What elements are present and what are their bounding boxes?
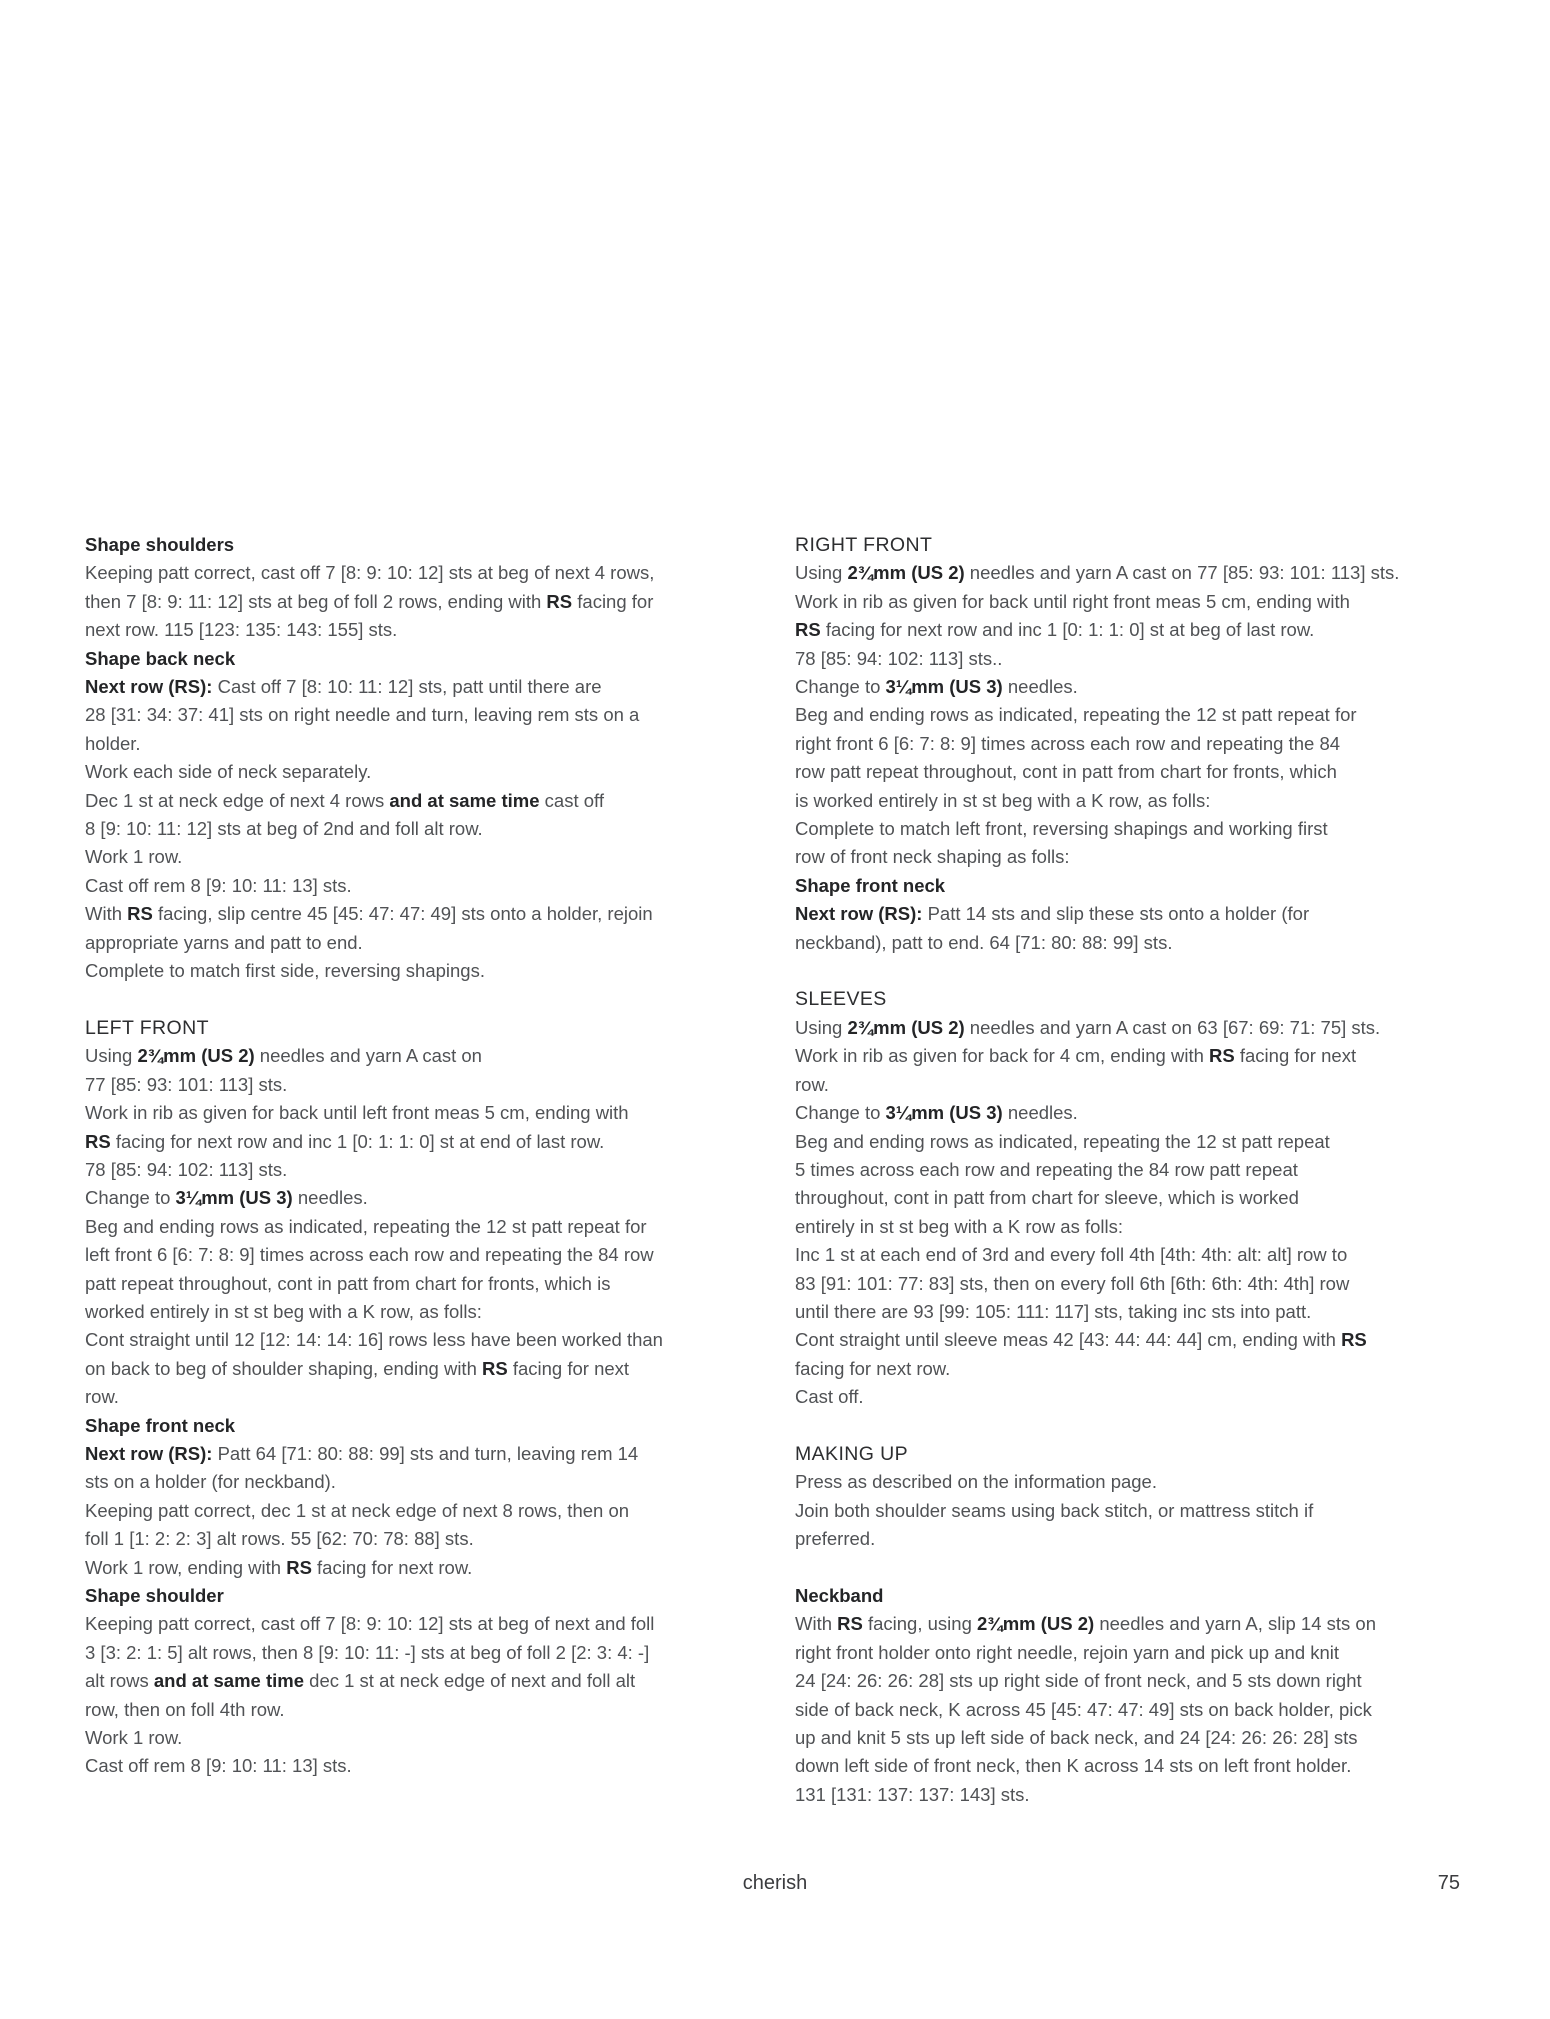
bold-text: Next row (RS): xyxy=(85,676,213,698)
pattern-paragraph: Complete to match first side, reversing shapings. xyxy=(85,960,485,982)
pattern-paragraph: Cont straight until 12 [12: 14: 14: 16] rows less have been worked than on back to beg of shoulder shaping, ending with RS facing for next row. xyxy=(85,1329,663,1408)
footer-title: cherish xyxy=(742,1872,808,1894)
bold-text: 2¾mm (US 2) xyxy=(847,1016,965,1038)
left-column xyxy=(85,531,743,1781)
pattern-paragraph: Cast off rem 8 [9: 10: 11: 13] sts. xyxy=(85,874,352,896)
subsection-heading: Shape shoulders xyxy=(85,534,235,555)
section-heading: MAKING UP xyxy=(795,1442,909,1465)
pattern-paragraph: With RS facing, slip centre 45 [45: 47: 47: 49] sts onto a holder, rejoin appropriate yarns and patt to end. xyxy=(85,903,653,953)
pattern-paragraph: Change to 3¼mm (US 3) needles. xyxy=(795,676,1078,698)
footer-page-number: 75 xyxy=(1437,1872,1460,1894)
pattern-paragraph: Cast off. xyxy=(795,1386,864,1408)
text-columns xyxy=(85,531,1467,1809)
bold-text: and at same time xyxy=(389,789,540,811)
section-gap xyxy=(795,1412,1467,1440)
bold-text: RS xyxy=(546,590,573,612)
bold-text: RS xyxy=(85,1130,111,1152)
bold-text: 2¾mm (US 2) xyxy=(847,562,965,584)
pattern-paragraph: Complete to match left front, reversing shapings and working first row of front neck shaping as folls: xyxy=(795,818,1328,868)
pattern-paragraph: Next row (RS): Patt 64 [71: 80: 88: 99] sts and turn, leaving rem 14 sts on a holder (for neckband). xyxy=(85,1442,639,1493)
pattern-paragraph: Beg and ending rows as indicated, repeating the 12 st patt repeat for left front 6 [6: 7: 8: 9] times across each row and repeating the 84 row patt repeat throughout, cont in patt from chart for fronts, which is worked entirely in st st beg with a K row, as folls: xyxy=(85,1215,654,1322)
pattern-paragraph: Change to 3¼mm (US 3) needles. xyxy=(795,1102,1078,1124)
pattern-paragraph: Work 1 row, ending with RS facing for next row. xyxy=(85,1556,473,1578)
section-gap xyxy=(85,986,743,1014)
pattern-paragraph: Using 2¾mm (US 2) needles and yarn A cast on 77 [85: 93: 101: 113] sts. Work in rib as given for back until right front meas 5 cm, ending with RS facing for next row and inc 1 [0: 1: 1: 0] st at beg of last row. 78 [85: 94: 102: 113] sts.. xyxy=(795,562,1400,669)
bold-text: RS xyxy=(286,1556,312,1578)
pattern-paragraph: Using 2¾mm (US 2) needles and yarn A cast on 63 [67: 69: 71: 75] sts. Work in rib as given for back for 4 cm, ending with RS facing for next row. xyxy=(795,1016,1381,1095)
bold-text: 3¼mm (US 3) xyxy=(885,1102,1003,1124)
pattern-paragraph: Work 1 row. xyxy=(85,1727,183,1749)
pattern-paragraph: Join both shoulder seams using back stitch, or mattress stitch if preferred. xyxy=(795,1499,1314,1550)
pattern-paragraph: Keeping patt correct, dec 1 st at neck edge of next 8 rows, then on foll 1 [1: 2: 2: 3] alt rows. 55 [62: 70: 78: 88] sts. xyxy=(85,1499,630,1550)
bold-text: and at same time xyxy=(153,1670,305,1692)
subsection-heading: Shape shoulder xyxy=(85,1585,224,1607)
bold-text: 3¼mm (US 3) xyxy=(885,676,1003,698)
pattern-paragraph: Inc 1 st at each end of 3rd and every foll 4th [4th: 4th: alt: alt] row to 83 [91: 101: 77: 83] sts, then on every foll 6th [6th: 6th: 4th: 4th] row until there are 93 [99: 105: 111: 117] sts, taking inc sts into patt. xyxy=(795,1244,1350,1322)
pattern-paragraph: Dec 1 st at neck edge of next 4 rows and at same time cast off 8 [9: 10: 11: 12] sts at beg of 2nd and foll alt row. xyxy=(85,789,604,840)
pattern-paragraph: Next row (RS): Cast off 7 [8: 10: 11: 12] sts, patt until there are 28 [31: 34: 37: 41] sts on right needle and turn, leaving rem sts on a holder. xyxy=(85,676,640,754)
pattern-paragraph: Change to 3¼mm (US 3) needles. xyxy=(85,1187,368,1209)
section-gap xyxy=(795,1554,1467,1582)
subsection-heading: Shape back neck xyxy=(85,647,236,669)
pattern-paragraph: Work 1 row. xyxy=(85,846,183,868)
pattern-paragraph: Press as described on the information page. xyxy=(795,1471,1157,1493)
pattern-paragraph: Beg and ending rows as indicated, repeating the 12 st patt repeat for right front 6 [6: 7: 8: 9] times across each row and repeating the 84 row patt repeat throughout, cont in patt from chart for fronts, which is worked entirely in st st beg with a K row, as folls: xyxy=(795,704,1357,811)
bold-text: 2¾mm (US 2) xyxy=(977,1613,1095,1635)
bold-text: 2¾mm (US 2) xyxy=(137,1045,255,1067)
pattern-paragraph: Cast off rem 8 [9: 10: 11: 13] sts. xyxy=(85,1755,352,1777)
section-gap xyxy=(795,957,1467,985)
subsection-heading: Shape front neck xyxy=(85,1414,236,1436)
pattern-paragraph: Keeping patt correct, cast off 7 [8: 9: 10: 12] sts at beg of next and foll 3 [3: 2: 1: 5] alt rows, then 8 [9: 10: 11: -] sts at beg of foll 2 [2: 3: 4: -] alt rows and at same time dec 1 st at neck edge of next and foll alt row, then on foll 4th row. xyxy=(85,1613,655,1720)
pattern-paragraph: Work each side of neck separately. xyxy=(85,761,372,783)
bold-text: 3¼mm (US 3) xyxy=(175,1187,293,1209)
right-column xyxy=(795,531,1467,1809)
bold-text: RS xyxy=(837,1613,863,1635)
pattern-paragraph: Beg and ending rows as indicated, repeating the 12 st patt repeat 5 times across each row and repeating the 84 row patt repeat throughout, cont in patt from chart for sleeve, which is worked entirely in st st beg with a K row as folls: xyxy=(795,1130,1330,1237)
bold-text: RS xyxy=(1209,1045,1235,1067)
pattern-paragraph: Using 2¾mm (US 2) needles and yarn A cast on 77 [85: 93: 101: 113] sts. xyxy=(85,1045,482,1095)
pattern-paragraph: Cont straight until sleeve meas 42 [43: 44: 44: 44] cm, ending with RS facing for next row. xyxy=(795,1329,1367,1379)
bold-text: Next row (RS): xyxy=(795,903,923,925)
section-heading: LEFT FRONT xyxy=(85,1016,209,1039)
pattern-paragraph: Work in rib as given for back until left front meas 5 cm, ending with RS facing for next row and inc 1 [0: 1: 1: 0] st at end of last row. 78 [85: 94: 102: 113] sts. xyxy=(85,1102,629,1180)
bold-text: RS xyxy=(795,619,821,641)
subsection-heading: Shape front neck xyxy=(795,874,946,896)
subsection-heading: Neckband xyxy=(795,1584,884,1606)
pattern-paragraph: With RS facing, using 2¾mm (US 2) needles and yarn A, slip 14 sts on right front holder onto right needle, rejoin yarn and pick up and knit 24 [24: 26: 26: 28] sts up right side of front neck, and 5 sts down right side of back neck, K across 45 [45: 47: 47: 49] sts on back holder, pick up and knit 5 sts up left side of back neck, and 24 [24: 26: 26: 28] sts down left side of front neck, then K across 14 sts on left front holder. 131 [131: 137: 137: 143] sts. xyxy=(795,1613,1377,1805)
section-heading: RIGHT FRONT xyxy=(795,534,933,556)
pattern-paragraph: Keeping patt correct, cast off 7 [8: 9: 10: 12] sts at beg of next 4 rows, then 7 [8: 9: 11: 12] sts at beg of foll 2 rows, ending with RS facing for next row. 115 [123: 135: 143: 155] sts. xyxy=(85,562,655,641)
bold-text: RS xyxy=(127,903,153,925)
bold-text: Next row (RS): xyxy=(85,1442,213,1464)
section-heading: SLEEVES xyxy=(795,988,887,1011)
bold-text: RS xyxy=(482,1357,508,1379)
bold-text: RS xyxy=(1341,1329,1367,1351)
pattern-paragraph: Next row (RS): Patt 14 sts and slip these sts onto a holder (for neckband), patt to end. 64 [71: 80: 88: 99] sts. xyxy=(795,903,1310,953)
